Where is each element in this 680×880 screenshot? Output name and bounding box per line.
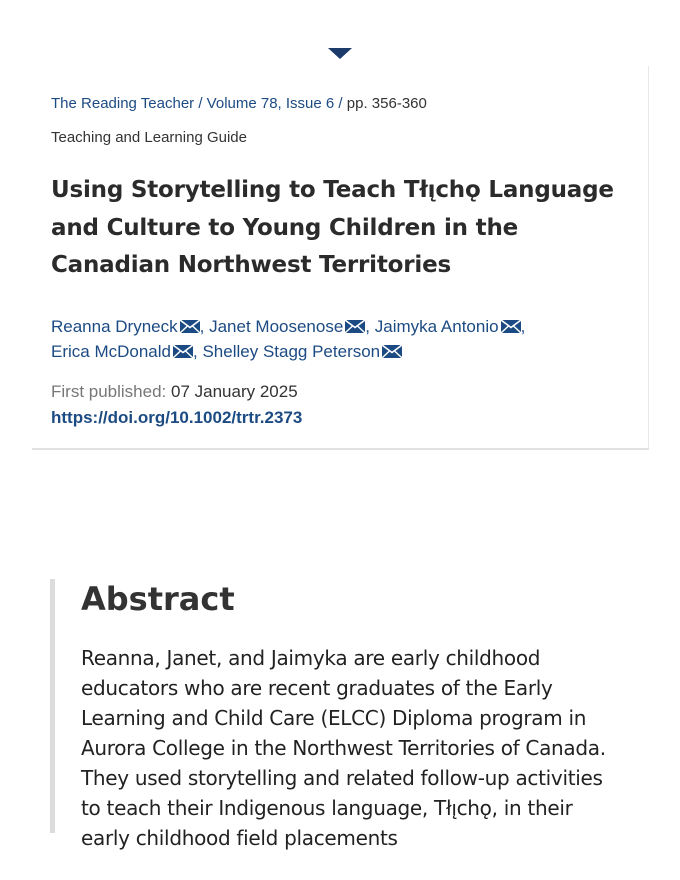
author-name-link[interactable]: Erica McDonald xyxy=(51,342,171,361)
author-list xyxy=(51,314,611,364)
author-name-link[interactable]: Jaimyka Antonio xyxy=(374,317,499,336)
author-comma: , xyxy=(520,317,526,336)
publication-date xyxy=(51,381,298,403)
abstract-text: Reanna, Janet, and Jaimyka are early childhood educators who are recent graduates of the Early Learning and Child Care (ELCC) Diploma program in Aurora College in the Northwest Territories of Canada. They used storytelling and related follow-up activities to teach their Indigenous language, Tłı̨chǫ, in their early childhood field placements xyxy=(81,646,606,850)
author-name-link[interactable]: Shelley Stagg Peterson xyxy=(202,342,381,361)
envelope-icon[interactable] xyxy=(345,320,365,333)
citation-line xyxy=(51,94,427,114)
citation-separator: / xyxy=(194,95,207,112)
article-title: Using Storytelling to Teach Tłı̨chǫ Language and Culture to Young Children in the Canadian Northwest Territories xyxy=(51,177,614,278)
envelope-icon[interactable] xyxy=(180,320,200,333)
caret-down-icon[interactable] xyxy=(328,48,352,59)
envelope-icon[interactable] xyxy=(173,345,193,358)
article-header xyxy=(32,66,649,450)
author-name-link[interactable]: Reanna Dryneck xyxy=(51,317,178,336)
page-range: pp. 356-360 xyxy=(346,95,427,112)
publication-date-label: First published: xyxy=(51,382,167,401)
abstract-heading: Abstract xyxy=(81,580,235,618)
article-type: Teaching and Learning Guide xyxy=(51,129,247,146)
issue-link[interactable]: Volume 78, Issue 6 xyxy=(206,95,335,112)
author-item xyxy=(51,317,200,336)
author-item xyxy=(51,342,193,361)
author-item xyxy=(202,342,402,361)
journal-link[interactable]: The Reading Teacher xyxy=(51,95,195,112)
citation-separator: / xyxy=(334,95,347,112)
doi-link[interactable]: https://doi.org/10.1002/trtr.2373 xyxy=(51,408,303,427)
envelope-icon[interactable] xyxy=(382,345,402,358)
author-item xyxy=(209,317,365,336)
abstract-section xyxy=(50,579,650,850)
author-comma: , xyxy=(365,317,371,336)
author-item xyxy=(375,317,521,336)
author-comma: , xyxy=(199,317,205,336)
author-comma: , xyxy=(193,342,198,361)
author-name-link[interactable]: Janet Moosenose xyxy=(209,317,344,336)
publication-date-value: 07 January 2025 xyxy=(171,382,298,401)
envelope-icon[interactable] xyxy=(501,320,521,333)
